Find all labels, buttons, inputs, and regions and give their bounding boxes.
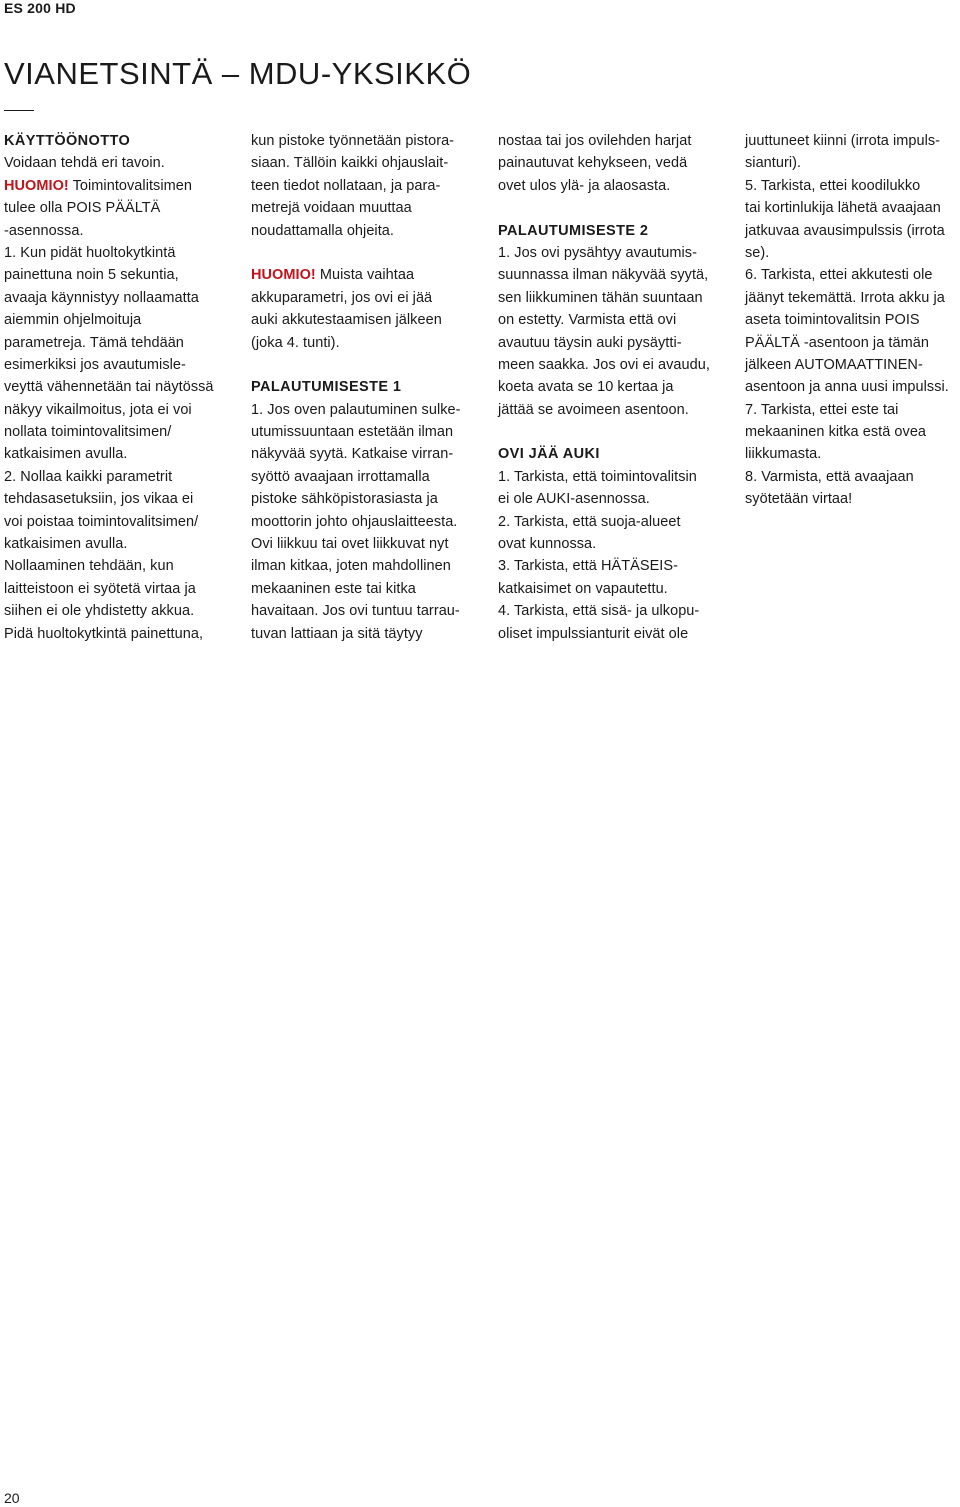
text-line: näkyvää syytä. Katkaise virran- — [251, 446, 454, 463]
text-line: 6. Tarkista, ettei akkutesti ole — [745, 267, 933, 284]
text-line: jättää se avoimeen asentoon. — [498, 401, 689, 418]
text-column-1 — [4, 130, 236, 645]
text-line: meen saakka. Jos ovi ei avaudu, — [498, 356, 710, 373]
text-line: Voidaan tehdä eri tavoin. — [4, 155, 165, 172]
text-line: koeta avata se 10 kertaa ja — [498, 379, 674, 396]
text-line: 2. Tarkista, että suoja-alueet — [498, 513, 681, 530]
text-line: syöttö avaajaan irrottamalla — [251, 468, 430, 485]
text-line: veyttä vähennetään tai näytössä — [4, 379, 214, 396]
text-line: moottorin johto ohjauslaitteesta. — [251, 513, 458, 530]
text-line: katkaisimen avulla. — [4, 536, 128, 553]
warning-label: HUOMIO! — [251, 267, 316, 284]
text-line: on estetty. Varmista että ovi — [498, 312, 677, 329]
text-line: tuvan lattiaan ja sitä täytyy — [251, 625, 423, 642]
text-line: Pidä huoltokytkintä painettuna, — [4, 625, 204, 642]
text-line: 2. Nollaa kaikki parametrit — [4, 468, 173, 485]
warning-text: Muista vaihtaa — [315, 267, 415, 284]
text-line: auki akkutestaamisen jälkeen — [251, 312, 442, 329]
text-line: 7. Tarkista, ettei este tai — [745, 401, 899, 418]
text-line: ovet ulos ylä- ja alaosasta. — [498, 177, 671, 194]
text-line: voi poistaa toimintovalitsimen/ — [4, 513, 199, 530]
document-header-label: ES 200 HD — [4, 0, 76, 16]
text-line: akkuparametri, jos ovi ei jää — [251, 289, 433, 306]
text-line: asentoon ja anna uusi impulssi. — [745, 379, 949, 396]
text-line: siaan. Tällöin kaikki ohjauslait- — [251, 155, 449, 172]
text-line: Ovi liikkuu tai ovet liikkuvat nyt — [251, 536, 449, 553]
text-line: 3. Tarkista, että HÄTÄSEIS- — [498, 558, 678, 575]
text-line: pistoke sähköpistorasiasta ja — [251, 491, 438, 508]
text-line: 8. Varmista, että avaajaan — [745, 468, 914, 485]
text-line — [4, 175, 236, 197]
text-line: -asennossa. — [4, 222, 84, 239]
text-line: 5. Tarkista, ettei koodilukko — [745, 177, 921, 194]
text-line: teen tiedot nollataan, ja para- — [251, 177, 441, 194]
text-line: mekaaninen kitka estä ovea — [745, 424, 927, 441]
text-line: 1. Jos oven palautuminen sulke- — [251, 401, 461, 418]
text-line: ei ole AUKI-asennossa. — [498, 491, 650, 508]
text-line: mekaaninen este tai kitka — [251, 580, 416, 597]
section-heading: OVI JÄÄ AUKI — [498, 446, 600, 463]
text-line: 1. Jos ovi pysähtyy avautumis- — [498, 244, 697, 261]
section-heading: KÄYTTÖÖNOTTO — [4, 133, 131, 149]
text-line: katkaisimet on vapautettu. — [498, 580, 668, 597]
text-line: kun pistoke työnnetään pistora- — [251, 133, 455, 149]
text-column-3 — [498, 130, 730, 645]
paragraph-gap — [251, 242, 483, 264]
text-column-2 — [251, 130, 483, 645]
text-line: avaaja käynnistyy nollaamatta — [4, 289, 199, 306]
text-line: tai kortinlukija lähetä avaajaan — [745, 200, 941, 217]
text-line: havaitaan. Jos ovi tuntuu tarrau- — [251, 603, 460, 620]
section-heading: PALAUTUMISESTE 2 — [498, 222, 649, 239]
text-column-4 — [745, 130, 960, 511]
paragraph-gap — [498, 421, 730, 443]
text-line: 4. Tarkista, että sisä- ja ulkopu- — [498, 603, 700, 620]
text-line: noudattamalla ohjeita. — [251, 222, 394, 239]
text-line: parametreja. Tämä tehdään — [4, 334, 184, 351]
text-line: aiemmin ohjelmoituja — [4, 312, 142, 329]
text-line: laitteistoon ei syötetä virtaa ja — [4, 580, 196, 597]
text-line: sianturi). — [745, 155, 802, 172]
text-line: ovat kunnossa. — [498, 536, 597, 553]
text-line: oliset impulssianturit eivät ole — [498, 625, 689, 642]
text-line: avautuu täysin auki pysäytti- — [498, 334, 682, 351]
text-line: suunnassa ilman näkyvää syytä, — [498, 267, 709, 284]
text-line: katkaisimen avulla. — [4, 446, 128, 463]
text-line: tulee olla POIS PÄÄLTÄ — [4, 200, 161, 217]
text-line: painautuvat kehykseen, vedä — [498, 155, 688, 172]
text-line: tehdasasetuksiin, jos vikaa ei — [4, 491, 194, 508]
text-line: jatkuvaa avausimpulssis (irrota — [745, 222, 945, 239]
text-line: syötetään virtaa! — [745, 491, 853, 508]
text-line: 1. Kun pidät huoltokytkintä — [4, 244, 176, 261]
text-line: (joka 4. tunti). — [251, 334, 340, 351]
page-number: 20 — [4, 1490, 20, 1506]
text-line: nollata toimintovalitsimen/ — [4, 424, 172, 441]
text-line: se). — [745, 244, 770, 261]
text-line: 1. Tarkista, että toimintovalitsin — [498, 468, 697, 485]
paragraph-gap — [251, 354, 483, 376]
text-line: PÄÄLTÄ -asentoon ja tämän — [745, 334, 929, 351]
section-heading: PALAUTUMISESTE 1 — [251, 379, 402, 396]
text-line: aseta toimintovalitsin POIS — [745, 312, 920, 329]
text-line: näkyy vikailmoitus, jota ei voi — [4, 401, 192, 418]
text-line: Nollaaminen tehdään, kun — [4, 558, 174, 575]
text-line: jäänyt tekemättä. Irrota akku ja — [745, 289, 945, 306]
text-line: nostaa tai jos ovilehden harjat — [498, 133, 692, 149]
page-title: VIANETSINTÄ – MDU-YKSIKKÖ — [4, 56, 472, 91]
text-line: ilman kitkaa, joten mahdollinen — [251, 558, 451, 575]
warning-label: HUOMIO! — [4, 177, 69, 194]
text-line: utumissuuntaan estetään ilman — [251, 424, 454, 441]
paragraph-gap — [498, 197, 730, 219]
text-line: esimerkiksi jos avautumisle- — [4, 356, 186, 373]
title-underline — [4, 110, 34, 111]
warning-text: Toimintovalitsimen — [68, 177, 192, 194]
text-line: siihen ei ole yhdistetty akkua. — [4, 603, 195, 620]
text-line: jälkeen AUTOMAATTINEN- — [745, 356, 923, 373]
text-line: metrejä voidaan muuttaa — [251, 200, 412, 217]
text-line: sen liikkuminen tähän suuntaan — [498, 289, 703, 306]
text-line — [251, 264, 483, 286]
text-line: liikkumasta. — [745, 446, 822, 463]
text-line: painettuna noin 5 sekuntia, — [4, 267, 179, 284]
text-line: juuttuneet kiinni (irrota impuls- — [745, 133, 941, 149]
